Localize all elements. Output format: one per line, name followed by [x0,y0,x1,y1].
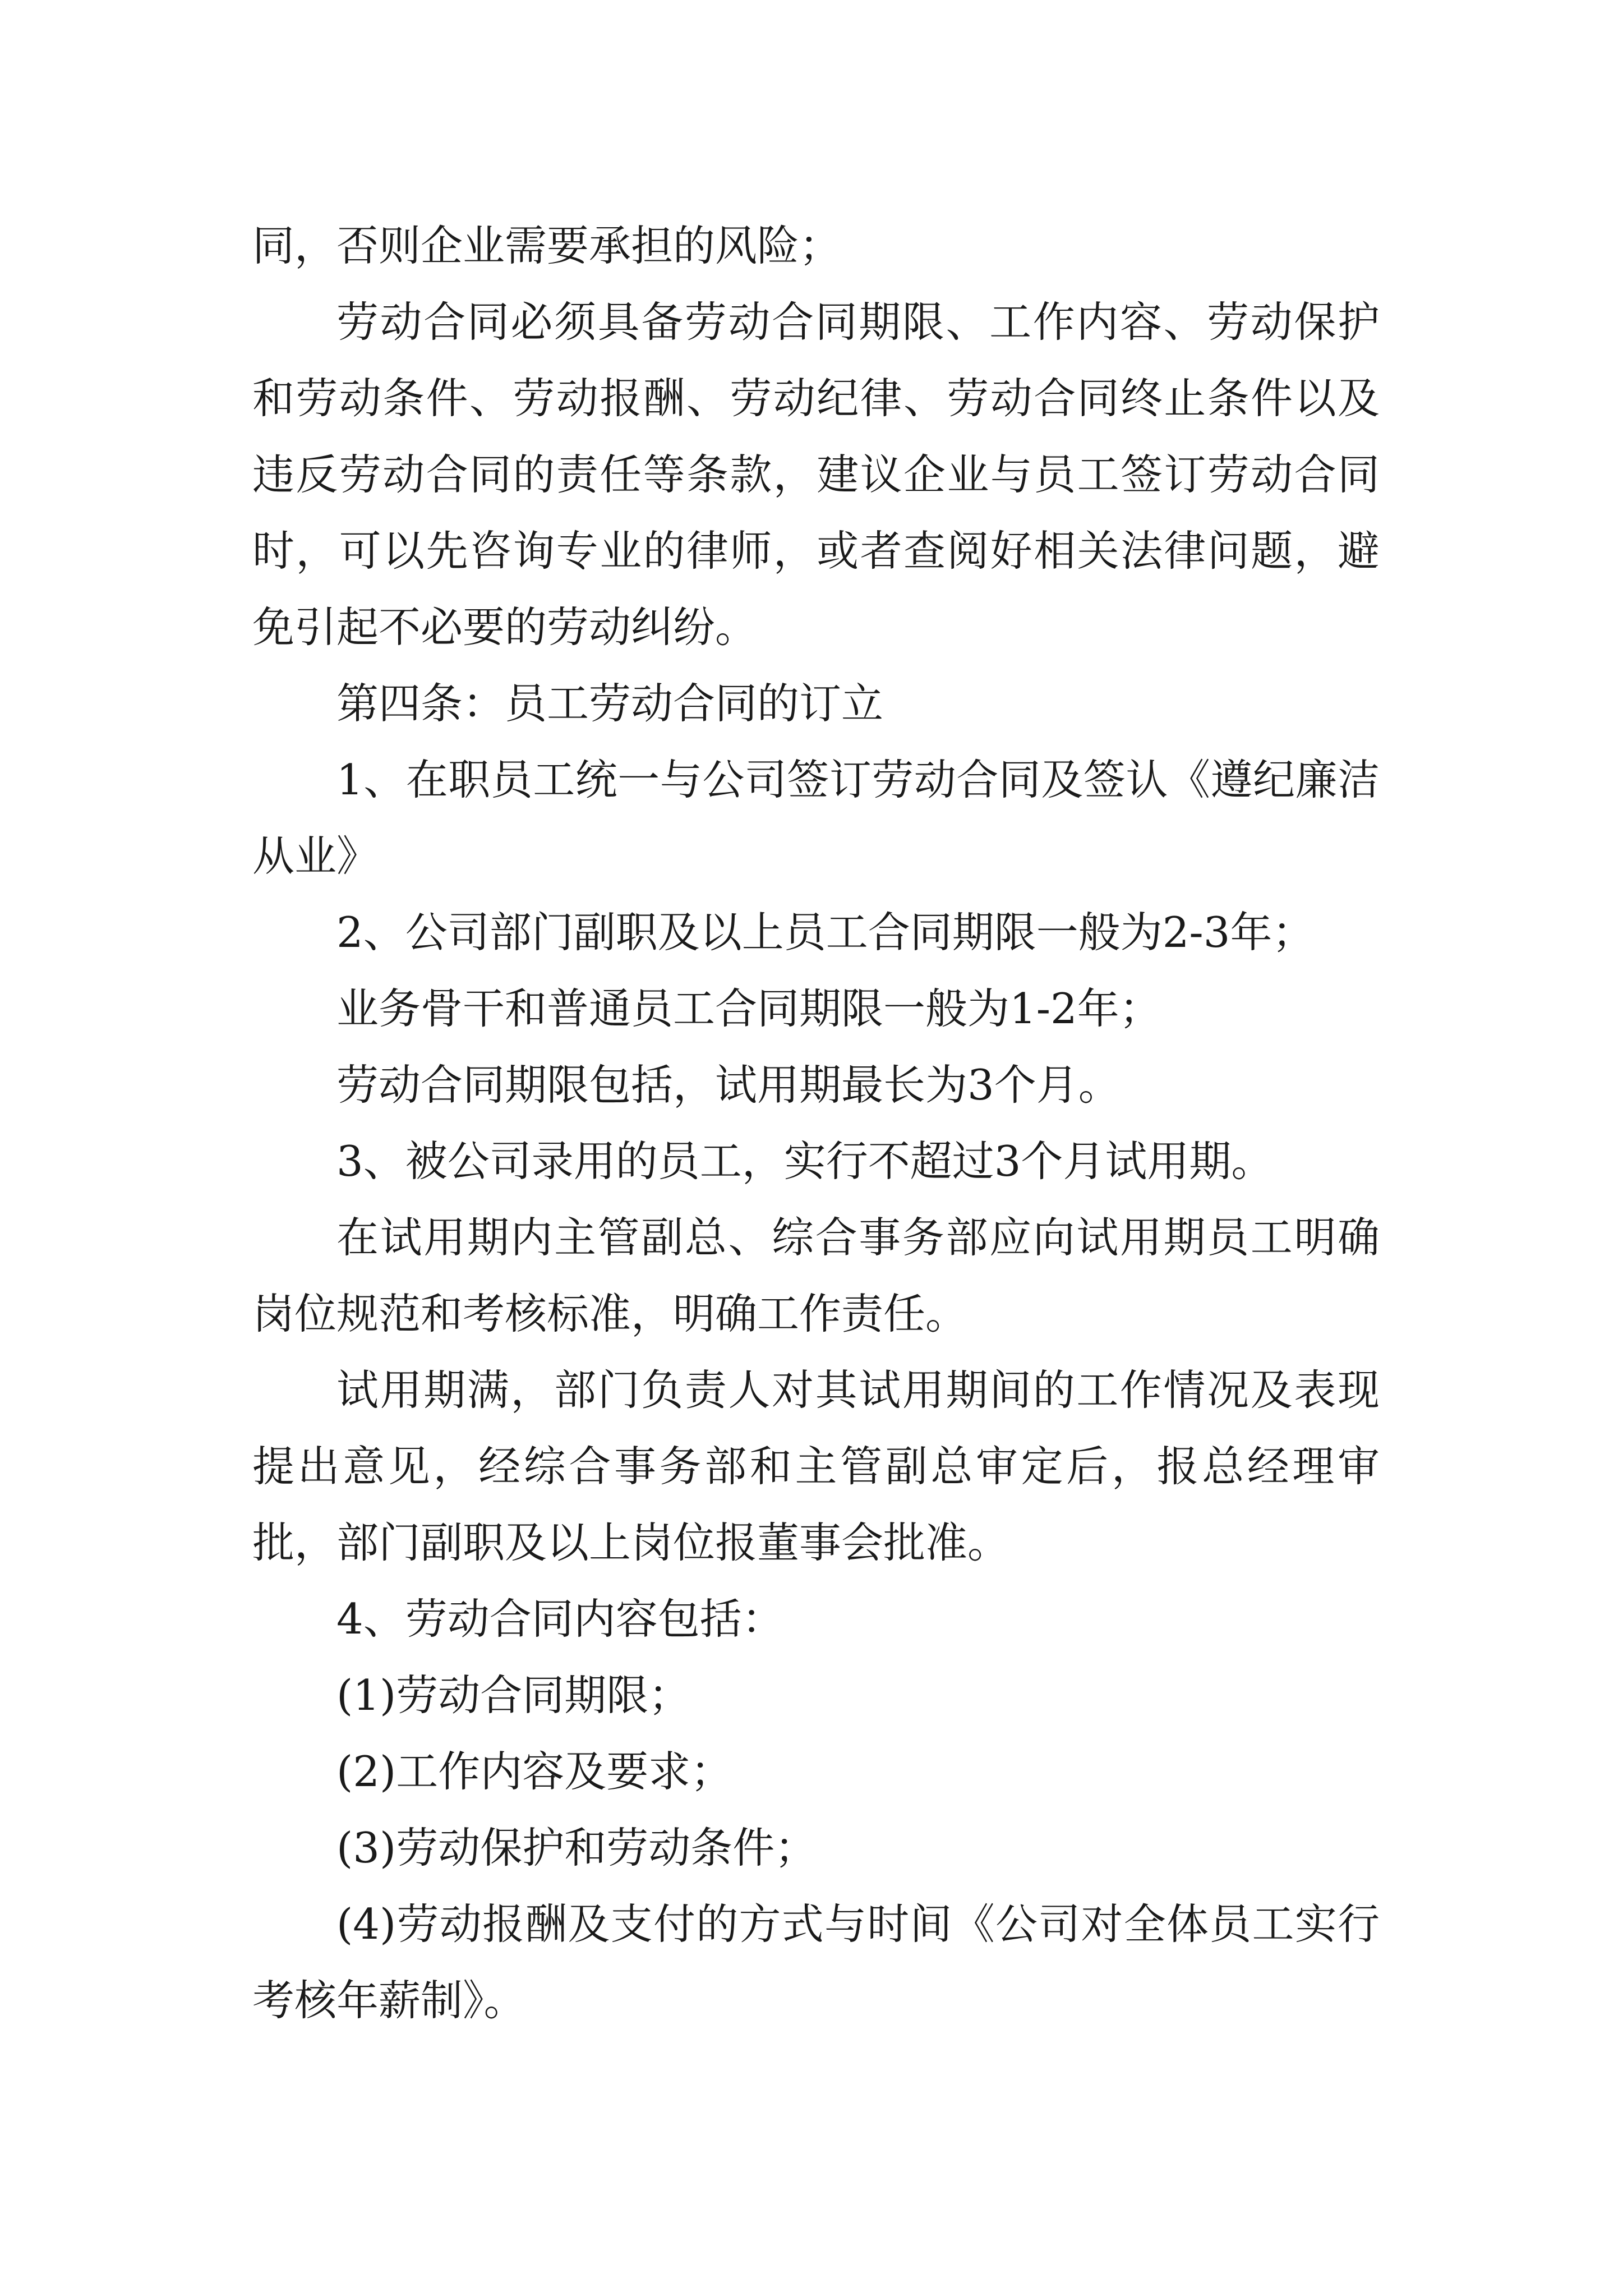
paragraph-contract-requirements: 劳动合同必须具备劳动合同期限、工作内容、劳动保护和劳动条件、劳动报酬、劳动纪律、劳动合同终止条件以及违反劳动合同的责任等条款，建议企业与员工签订劳动合同时，可以先咨询专业的律师，或者查阅好相关法律问题，避免引起不必要的劳动纠纷。 [252,297,1380,652]
paragraph-staff-term: 业务骨干和普通员工合同期限一般为1-2年； [336,984,1161,1033]
paragraph-probation-max: 劳动合同期限包括，试用期最长为3个月。 [336,1060,1121,1110]
list-item-1: 1、在职员工统一与公司签订劳动合同及签认《遵纪廉洁从业》 [252,755,1380,881]
document-body [252,208,1380,2039]
sub-item-2: (2)工作内容及要求； [336,1747,733,1796]
sub-item-1: (1)劳动合同期限； [336,1671,691,1720]
list-item-2: 2、公司部门副职及以上员工合同期限一般为2-3年； [336,908,1315,957]
paragraph-probation-review: 试用期满，部门负责人对其试用期间的工作情况及表现提出意见，经综合事务部和主管副总审定后，报总经理审批，部门副职及以上岗位报董事会批准。 [252,1365,1380,1567]
paragraph-risk-continuation: 同，否则企业需要承担的风险； [252,221,842,270]
section-heading-article-4: 第四条：员工劳动合同的订立 [336,679,884,728]
sub-item-3: (3)劳动保护和劳动条件； [336,1823,817,1872]
list-item-3: 3、被公司录用的员工，实行不超过3个月试用期。 [336,1137,1274,1186]
sub-item-4: (4)劳动报酬及支付的方式与时间《公司对全体员工实行考核年薪制》。 [252,1899,1380,2025]
paragraph-probation-standards: 在试用期内主管副总、综合事务部应向试用期员工明确岗位规范和考核标准，明确工作责任。 [252,1213,1380,1338]
list-item-4: 4、劳动合同内容包括： [336,1594,784,1644]
